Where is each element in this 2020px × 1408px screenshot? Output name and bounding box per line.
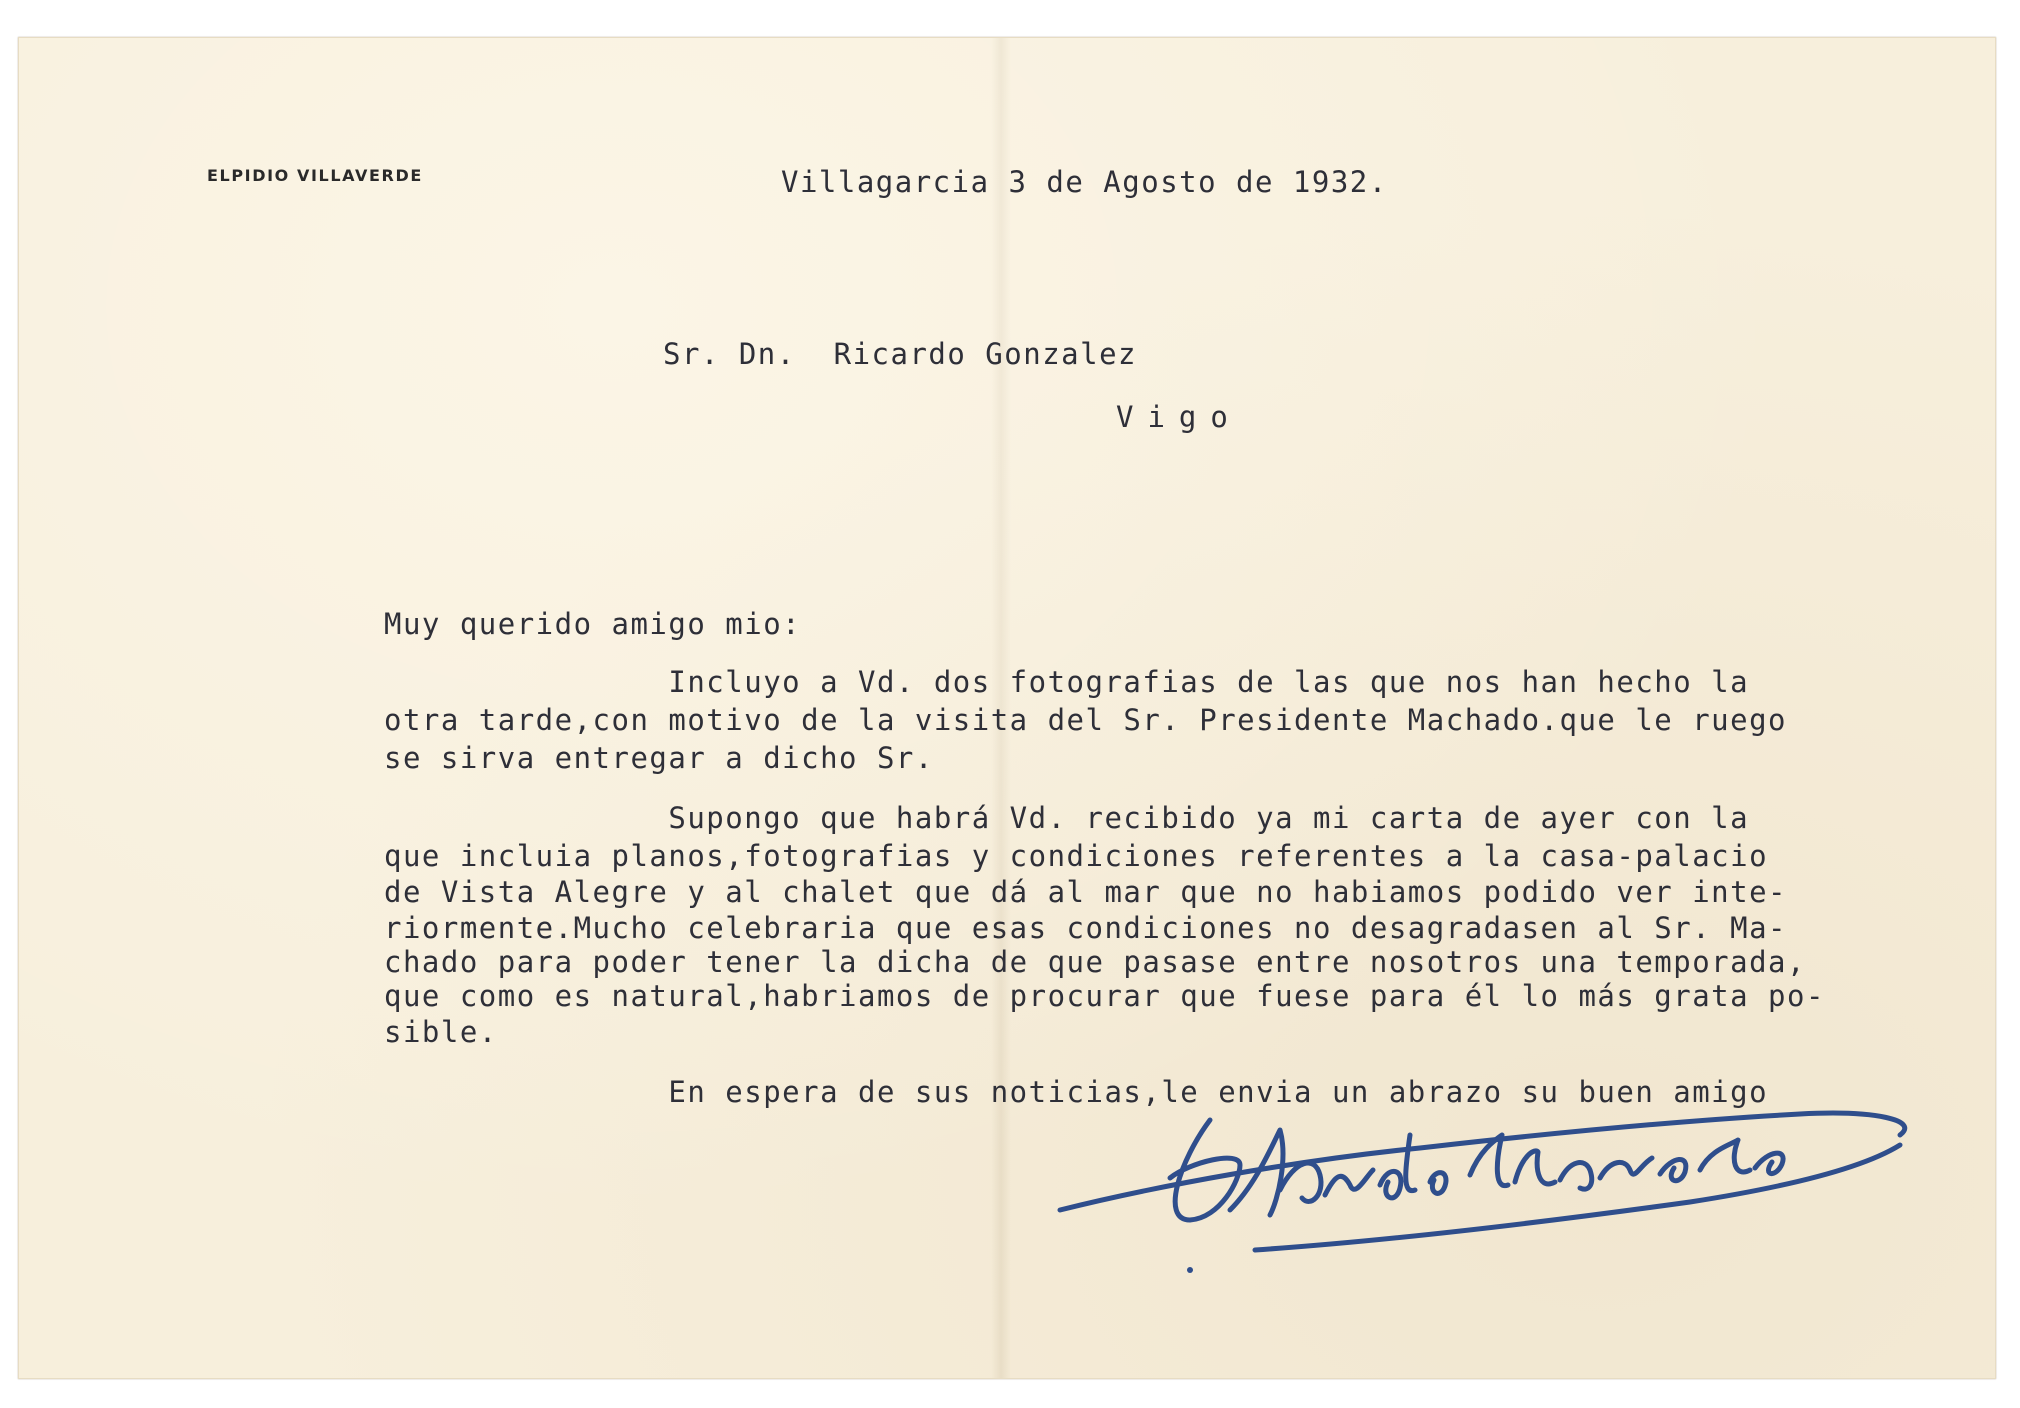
date-line: Villagarcia 3 de Agosto de 1932. [781,165,1388,199]
paragraph-2-line: de Vista Alegre y al chalet que dá al mar que no habiamos podido ver inte- [384,875,1788,909]
handwritten-signature [1040,1090,1940,1290]
paragraph-2-line: que como es natural,habriamos de procurar que fuese para él lo más grata po- [384,979,1825,1013]
paragraph-1-line: otra tarde,con motivo de la visita del Sr. Presidente Machado.que le ruego [384,703,1788,737]
recipient-line: Sr. Dn. Ricardo Gonzalez [663,337,1137,371]
recipient-city: Vigo [1116,400,1242,434]
paragraph-2-line: chado para poder tener la dicha de que pasase entre nosotros una temporada, [384,945,1806,979]
paragraph-1-line: Incluyo a Vd. dos fotografias de las que nos han hecho la [384,665,1750,699]
paragraph-2-line: riormente.Mucho celebraria que esas condiciones no desagradasen al Sr. Ma- [384,911,1788,945]
paragraph-2-line: Supongo que habrá Vd. recibido ya mi carta de ayer con la [384,801,1750,835]
paragraph-1-line: se sirva entregar a dicho Sr. [384,741,934,775]
paragraph-2-line: que incluia planos,fotografias y condiciones referentes a la casa-palacio [384,839,1769,873]
letterhead: ELPIDIO VILLAVERDE [207,166,423,185]
salutation: Muy querido amigo mio: [384,607,802,641]
closing-line: En espera de sus noticias,le envia un abrazo su buen amigo [384,1075,1769,1109]
paragraph-2-line: sible. [384,1015,498,1049]
